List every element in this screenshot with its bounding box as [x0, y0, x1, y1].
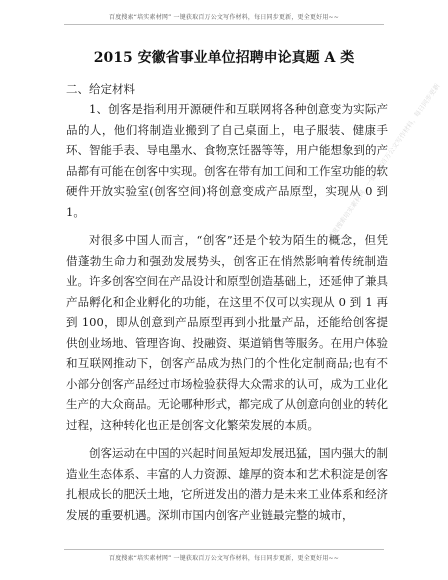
- footer-note: 百度搜索“培实素材网” 一键获取百万公文写作材料，每日同步更新，更全更好用~~: [109, 555, 339, 562]
- watermark-text: 百度搜索培实素材网，一键获取百万公文写作材料，每日同步更新: [326, 82, 442, 242]
- header-note: 百度搜索“培实素材网” 一键获取百万公文写作材料，每日同步更新，更全更好用~~: [109, 14, 339, 21]
- header-divider: [64, 24, 384, 25]
- paragraph-1: 1、创客是指利用开源硬件和互联网将各种创意变为实际产品的人，他们将制造业搬到了自己桌面上，电子服装、健康手环、智能手表、导电墨水、食物烹饪器等等，用户能想象到的产品都有可能在创客中实现。创客在带有加工间和工作室功能的软硬件开放实验室(创客空间)将创意变成产品原型，实现从 0 到 1。: [66, 102, 388, 219]
- paragraph-3: 创客运动在中国的兴起时间虽短却发展迅猛，国内强大的制造业生态体系、丰富的人力资源、雄厚的资本和艺术积淀是创客扎根成长的肥沃土地，它所迸发出的潜力是未来工业体系和经济发展的重要机遇。深圳市国内创客产业链最完整的城市，: [66, 446, 388, 522]
- paragraph-2: 对很多中国人而言，“创客”还是个较为陌生的概念，但凭借蓬勃生命力和强劲发展势头，创客正在悄然影响着传统制造业。许多创客空间在产品设计和原型创造基础上，还延伸了兼具产品孵化和企业孵化的功能，在这里不仅可以实现从 0 到 1 再到 100，即从创意到产品原型再到小批量产品，还能给创客提供创业场地、管理咨询、投融资、渠道销售等服务。在用户体验和互联网推动下，创客产品成为热门的个性化定制商品;也有不小部分创客产品经过市场检验获得大众需求的认可，成为工业化生产的大众商品。无论哪种形式，都完成了从创意向创业的转化过程，这种转化也正是创客文化繁荣发展的本质。: [66, 233, 388, 432]
- footer-divider: [64, 549, 384, 550]
- section-heading: 二、给定材料: [66, 82, 135, 96]
- page-title: 2015 安徽省事业单位招聘申论真题 A 类: [93, 50, 355, 66]
- document-body: [66, 99, 388, 525]
